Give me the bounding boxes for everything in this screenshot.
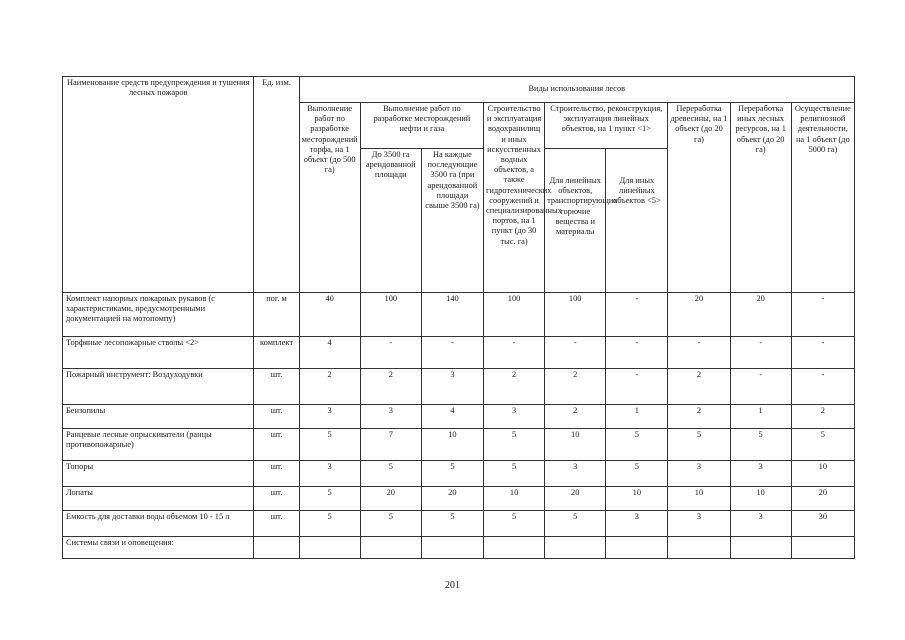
- row-value: 10: [545, 429, 606, 461]
- row-value: [421, 537, 483, 559]
- row-value: 2: [668, 369, 730, 405]
- row-unit: пог. м: [254, 293, 299, 337]
- row-unit: [254, 537, 299, 559]
- row-value: 10: [484, 487, 545, 511]
- row-value: 20: [730, 293, 791, 337]
- row-unit: комплект: [254, 337, 299, 369]
- row-value: 20: [421, 487, 483, 511]
- row-value: 3: [668, 511, 730, 537]
- row-value: 5: [730, 429, 791, 461]
- table-row: [63, 511, 855, 537]
- row-value: 3: [606, 511, 668, 537]
- row-value: 2: [484, 369, 545, 405]
- row-value: 100: [360, 293, 421, 337]
- row-value: -: [421, 337, 483, 369]
- header-reservoir: Строительство и эксплуатация водохранилищ и иных искусственных водных объектов, а также гидротехнических сооружений и специализированных портов, на 1 пункт (до 30 тыс. га): [484, 103, 545, 293]
- row-unit: шт.: [254, 461, 299, 487]
- row-value: 5: [299, 429, 360, 461]
- row-value: 7: [360, 429, 421, 461]
- row-value: 20: [791, 487, 854, 511]
- row-value: -: [606, 369, 668, 405]
- fire-equipment-table: [62, 76, 855, 559]
- row-value: 3: [484, 405, 545, 429]
- row-unit: шт.: [254, 511, 299, 537]
- row-value: -: [730, 337, 791, 369]
- row-unit: шт.: [254, 369, 299, 405]
- row-name: Топоры: [63, 461, 254, 487]
- table-row: [63, 537, 855, 559]
- row-value: 5: [545, 511, 606, 537]
- row-value: 20: [360, 487, 421, 511]
- header-peat: Выполнение работ по разработке месторождений торфа, на 1 объект (до 500 га): [299, 103, 360, 293]
- row-value: 5: [421, 511, 483, 537]
- row-value: 1: [606, 405, 668, 429]
- row-value: [360, 537, 421, 559]
- row-value: -: [545, 337, 606, 369]
- row-value: -: [360, 337, 421, 369]
- row-value: 2: [545, 369, 606, 405]
- table-row: [63, 487, 855, 511]
- row-value: -: [791, 337, 854, 369]
- row-unit: шт.: [254, 405, 299, 429]
- row-value: [484, 537, 545, 559]
- row-value: 5: [299, 487, 360, 511]
- row-value: 2: [791, 405, 854, 429]
- header-group: Виды использования лесов: [299, 77, 854, 103]
- table-row: [63, 461, 855, 487]
- row-value: 30: [791, 511, 854, 537]
- row-value: 3: [360, 405, 421, 429]
- row-value: 20: [545, 487, 606, 511]
- row-name: Торфяные лесопожарные стволы <2>: [63, 337, 254, 369]
- row-name: Системы связи и оповещения:: [63, 537, 254, 559]
- row-name: Лопаты: [63, 487, 254, 511]
- row-value: [730, 537, 791, 559]
- row-value: 3: [668, 461, 730, 487]
- row-value: 10: [668, 487, 730, 511]
- header-oilgas: Выполнение работ по разработке месторождений нефти и газа: [360, 103, 483, 149]
- row-value: 10: [730, 487, 791, 511]
- table-row: [63, 429, 855, 461]
- row-unit: шт.: [254, 429, 299, 461]
- row-value: [299, 537, 360, 559]
- row-value: 5: [421, 461, 483, 487]
- row-value: 2: [299, 369, 360, 405]
- row-value: 100: [484, 293, 545, 337]
- header-oilgas-b: На каждые последующие 3500 га (при арендованной площади свыше 3500 га): [421, 149, 483, 293]
- row-value: 2: [668, 405, 730, 429]
- row-name: Пожарный инструмент: Воздуходувки: [63, 369, 254, 405]
- row-value: -: [668, 337, 730, 369]
- header-other: Переработка иных лесных ресурсов, на 1 объект (до 20 га): [730, 103, 791, 293]
- row-name: Бензопилы: [63, 405, 254, 429]
- row-value: -: [791, 369, 854, 405]
- row-value: [791, 537, 854, 559]
- row-name: Емкость для доставки воды объемом 10 - 15 л: [63, 511, 254, 537]
- header-lines-b: Для иных линейных объектов <5>: [606, 149, 668, 293]
- row-value: [545, 537, 606, 559]
- row-value: 4: [421, 405, 483, 429]
- row-value: [606, 537, 668, 559]
- row-value: [668, 537, 730, 559]
- row-value: 40: [299, 293, 360, 337]
- row-value: 5: [606, 429, 668, 461]
- row-value: 10: [606, 487, 668, 511]
- row-value: 2: [545, 405, 606, 429]
- row-value: 5: [606, 461, 668, 487]
- row-value: 1: [730, 405, 791, 429]
- row-value: 5: [484, 461, 545, 487]
- row-value: 4: [299, 337, 360, 369]
- row-value: 5: [791, 429, 854, 461]
- row-value: 5: [360, 511, 421, 537]
- header-name: Наименование средств предупреждения и тушения лесных пожаров: [63, 77, 254, 293]
- header-relig: Осуществление религиозной деятельности, на 1 объект (до 5000 га): [791, 103, 854, 293]
- row-value: 5: [299, 511, 360, 537]
- row-value: 20: [668, 293, 730, 337]
- row-value: 3: [730, 461, 791, 487]
- row-value: 10: [791, 461, 854, 487]
- row-value: 5: [484, 429, 545, 461]
- row-name: Ранцевые лесные опрыскиватели (ранцы противопожарные): [63, 429, 254, 461]
- row-value: 3: [299, 461, 360, 487]
- row-value: 100: [545, 293, 606, 337]
- header-oilgas-a: До 3500 га арендованной площади: [360, 149, 421, 293]
- row-name: Комплект напорных пожарных рукавов (с характеристиками, предусмотренными документацией на мотопомпу): [63, 293, 254, 337]
- row-value: 2: [360, 369, 421, 405]
- table-row: [63, 293, 855, 337]
- row-value: 3: [730, 511, 791, 537]
- row-value: 3: [421, 369, 483, 405]
- row-value: 140: [421, 293, 483, 337]
- table-row: [63, 405, 855, 429]
- row-value: -: [730, 369, 791, 405]
- row-value: 5: [484, 511, 545, 537]
- header-lines-a: Для линейных объектов, транспортирующих горючие вещества и материалы: [545, 149, 606, 293]
- row-value: -: [606, 293, 668, 337]
- row-unit: шт.: [254, 487, 299, 511]
- row-value: 5: [360, 461, 421, 487]
- row-value: 3: [545, 461, 606, 487]
- page-number: 201: [445, 580, 460, 591]
- row-value: 5: [668, 429, 730, 461]
- row-value: -: [484, 337, 545, 369]
- row-value: -: [791, 293, 854, 337]
- table-row: [63, 369, 855, 405]
- header-unit: Ед. изм.: [254, 77, 299, 293]
- row-value: 10: [421, 429, 483, 461]
- header-wood: Переработка древесины, на 1 объект (до 20 га): [668, 103, 730, 293]
- row-value: 3: [299, 405, 360, 429]
- table-row: [63, 337, 855, 369]
- row-value: -: [606, 337, 668, 369]
- header-lines: Строительство, реконструкция, эксплуатация линейных объектов, на 1 пункт <1>: [545, 103, 668, 149]
